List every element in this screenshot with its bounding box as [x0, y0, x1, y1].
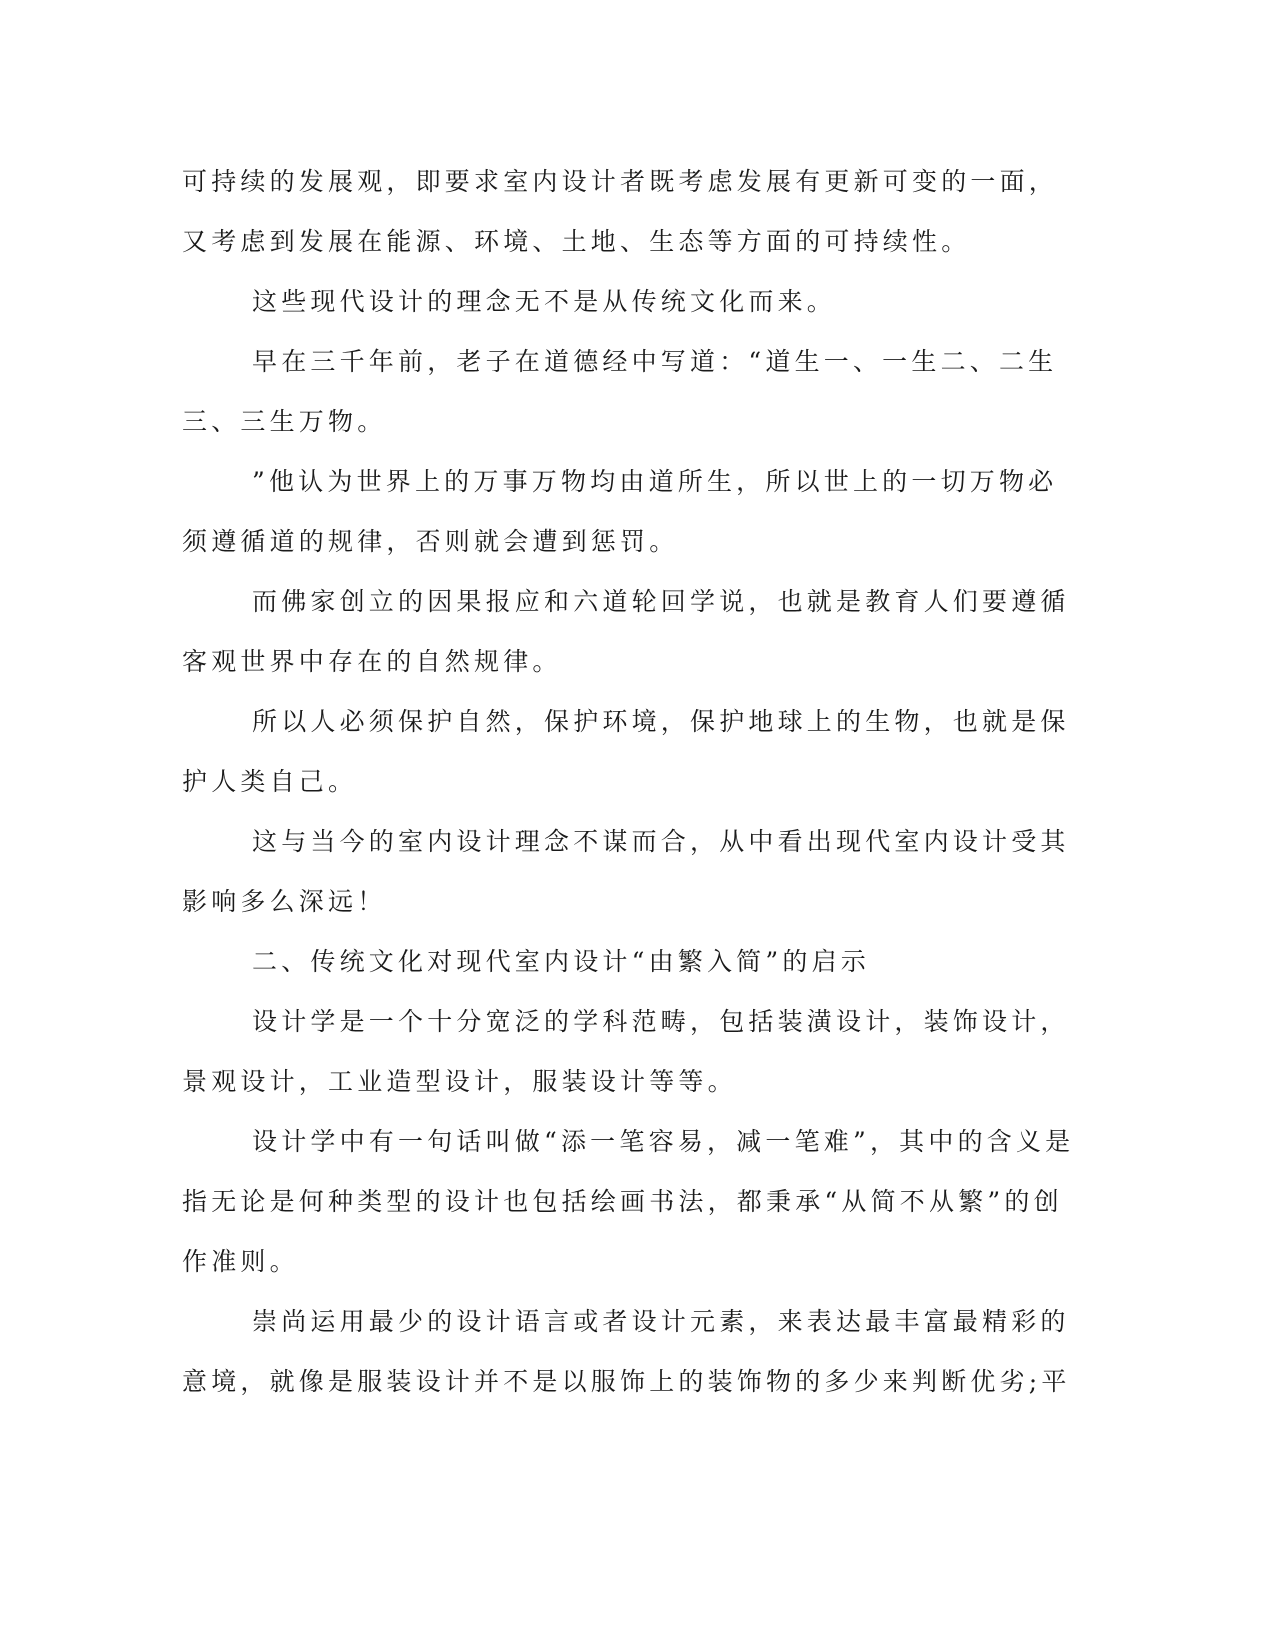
paragraph-line: 而佛家创立的因果报应和六道轮回学说，也就是教育人们要遵循	[252, 587, 1070, 616]
text-line: 护人类自己。	[182, 767, 358, 796]
document-body	[182, 152, 1075, 1412]
paragraph-line: 设计学中有一句话叫做“添一笔容易，减一笔难”，其中的含义是	[252, 1127, 1075, 1156]
paragraph-line: 早在三千年前，老子在道德经中写道：“道生一、一生二、二生	[252, 347, 1058, 376]
text-line: 影响多么深远！	[182, 887, 387, 916]
paragraph-line: 这与当今的室内设计理念不谋而合，从中看出现代室内设计受其	[252, 827, 1070, 856]
text-line: 景观设计，工业造型设计，服装设计等等。	[182, 1067, 737, 1096]
paragraph-line: ”他认为世界上的万事万物均由道所生，所以世上的一切万物必	[252, 467, 1058, 496]
paragraph-line: 设计学是一个十分宽泛的学科范畴，包括装潢设计，装饰设计，	[252, 1007, 1070, 1036]
text-line: 作准则。	[182, 1247, 299, 1276]
paragraph-line: 这些现代设计的理念无不是从传统文化而来。	[252, 287, 837, 316]
paragraph-line: 崇尚运用最少的设计语言或者设计元素，来表达最丰富最精彩的	[252, 1307, 1070, 1336]
text-line: 客观世界中存在的自然规律。	[182, 647, 562, 676]
text-line: 意境，就像是服装设计并不是以服饰上的装饰物的多少来判断优劣;平	[182, 1367, 1071, 1396]
paragraph-line: 所以人必须保护自然，保护环境，保护地球上的生物，也就是保	[252, 707, 1070, 736]
text-line: 须遵循道的规律，否则就会遭到惩罚。	[182, 527, 679, 556]
text-line: 三、三生万物。	[182, 407, 387, 436]
section-heading: 二、传统文化对现代室内设计“由繁入简”的启示	[252, 947, 870, 976]
text-line: 可持续的发展观，即要求室内设计者既考虑发展有更新可变的一面，	[182, 167, 1059, 196]
text-line: 指无论是何种类型的设计也包括绘画书法，都秉承“从简不从繁”的创	[182, 1187, 1063, 1216]
text-line: 又考虑到发展在能源、环境、土地、生态等方面的可持续性。	[182, 227, 971, 256]
